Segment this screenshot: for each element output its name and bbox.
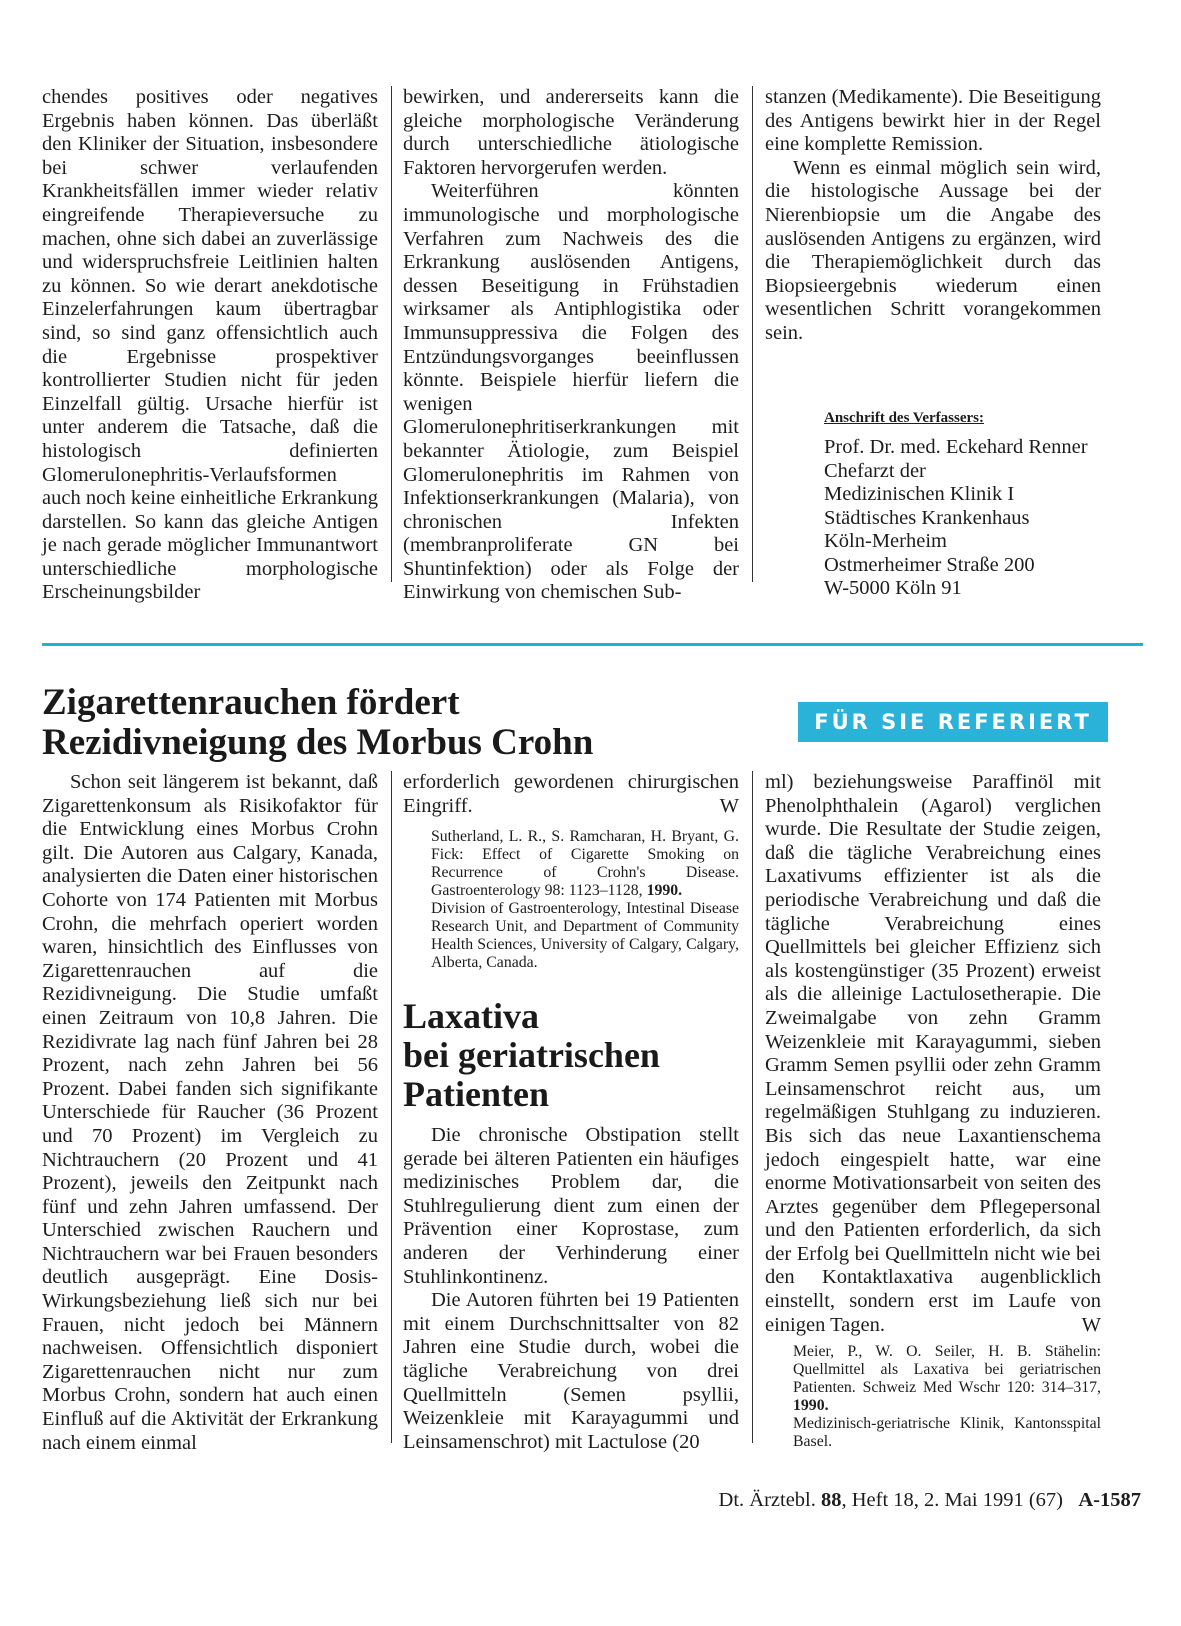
address-line: Köln-Merheim (824, 530, 947, 552)
page-footer (719, 1489, 1141, 1512)
article-1-title-line-1: Zigarettenrauchen fördert (42, 682, 460, 723)
top-column-1 (42, 86, 378, 604)
address-line: Prof. Dr. med. Eckehard Renner (824, 436, 1088, 458)
article-2-paragraph-2: Die Autoren führten bei 19 Patienten mit einem Durchschnittsalter von 82 Jahren eine Studie durch, wobei die tägliche Verabreichung von drei Quellmitteln (Semen psyllii, Weizenkleie mit Karayagummi und Leinsamenschrot) mit Lactulose (20 (403, 1289, 739, 1453)
top-col2-paragraph-1: bewirken, und andererseits kann die gleiche morphologische Veränderung durch unterschiedliche ätiologische Faktoren hervorgerufen werden. (403, 86, 739, 179)
article-2-column-2 (765, 771, 1101, 1451)
article-2-paragraph-3 (765, 771, 1101, 1337)
article-1-ref-affiliation: Division of Gastroenterology, Intestinal Disease Research Unit, and Department of Community Health Sciences, University of Calgary, Calgary, Alberta, Canada. (431, 900, 739, 972)
article-1-reference (403, 828, 739, 972)
article-2-paragraph-1: Die chronische Obstipation stellt gerade bei älteren Patienten ein häufiges medizinisches Problem dar, die Stuhlregulierung dient zum einen der Prävention einer Koprostase, zum anderen der Verhinderung einer Stuhlinkontinenz. (403, 1124, 739, 1288)
article-1-signature: W (719, 794, 739, 817)
article-1-ref-year: 1990. (646, 882, 683, 900)
top-col3-paragraph-2: Wenn es einmal möglich sein wird, die histologische Aussage bei der Nierenbiopsie um die Angabe des auslösenden Antigens zu ergänzen, wird die Therapiemöglichkeit durch das Biopsieergebnis wiederum einen wesentlichen Schritt vorangekommen sein. (765, 156, 1101, 344)
article-2-ref-affiliation: Medizinisch-geriatrische Klinik, Kantonsspital Basel. (793, 1415, 1101, 1451)
column-divider (391, 771, 392, 1443)
address-line: Chefarzt der (824, 459, 926, 482)
column-divider (752, 771, 753, 1443)
article-2-title-line-3: Patienten (403, 1074, 549, 1114)
footer-journal: Dt. Ärztebl. (718, 1489, 816, 1511)
address-label: Anschrift des Verfassers: (824, 410, 984, 426)
top-col1-text: chendes positives oder negatives Ergebnis haben können. Das überläßt den Kliniker der Situation, insbesondere bei schwer verlaufenden Krankheitsfällen immer wieder relativ eingreifende Therapieversuche zu machen, ohne sich dabei an zuverlässige und widerspruchsfreie Leitlinien halten zu können. So wie derart anekdotische Einzelerfahrungen kaum übertragbar sind, so sind ganz offensichtlich auch die Ergebnisse prospektiver kontrollierter Studien nicht für jeden Einzelfall gültig. Ursache hierfür ist unter anderem die Tatsache, daß die histologisch definierten Glomerulonephritis-Verlaufsformen auch noch keine einheitliche Erkrankung darstellen. So kann das gleiche Antigen je nach gerade möglicher Immunantwort unterschiedliche morphologische Erscheinungsbilder (42, 86, 378, 604)
article-2-title-line-2: bei geriatrischen (403, 1035, 660, 1075)
article-1-body: Schon seit längerem ist bekannt, daß Zigarettenkonsum als Risikofaktor für die Entwicklung eines Morbus Crohn gilt. Die Autoren aus Calgary, Kanada, analysierten die Daten einer historischen Cohorte von 174 Patienten mit Morbus Crohn, die mehrfach operiert worden waren, hinsichtlich des Einflusses von Zigarettenrauchen auf die Rezidivneigung. Die Studie umfaßt einen Zeitraum von 10,8 Jahren. Die Rezidivrate lag nach fünf Jahren bei 28 Prozent, nach zehn Jahren bei 56 Prozent. Dabei fanden sich signifikante Unterschiede für Raucher (36 Prozent und 70 Prozent) im Vergleich zu Nichtrauchern (20 Prozent und 41 Prozent), jeweils den Zeitpunkt nach fünf und zehn Jahren umfassend. Der Unterschied zwischen Rauchern und Nichtrauchern war bei Frauen besonders deutlich ausgeprägt. Eine Dosis-Wirkungsbeziehung ließ sich nur bei Frauen, nicht jedoch bei Männern nachweisen. Offensichtlich disponiert Zigarettenrauchen nicht nur zum Morbus Crohn, sondern hat auch einen Einfluß auf die Aktivität der Erkrankung nach einem einmal (42, 771, 378, 1454)
top-col2-paragraph-2: Weiterführen könnten immunologische und morphologische Verfahren zum Nachweis des die Erkrankung auslösenden Antigens, dessen Beseitigung in Frühstadien wirksamer als Antiphlogistika oder Immunsuppressiva die Folgen des Entzündungsvorganges beeinflussen könnte. Beispiele hierfür liefern die wenigen Glomerulonephritiserkrankungen mit bekannter Ätiologie, zum Beispiel Glomerulonephritis im Rahmen von Infektionserkrankungen (Malaria), von chronischen Infekten (membranproliferate GN bei Shuntinfektion) oder als Folge der Einwirkung von chemischen Sub- (403, 180, 739, 604)
footer-issue: , Heft 18, 2. Mai 1991 (67) (841, 1489, 1063, 1511)
footer-page: A-1587 (1078, 1489, 1141, 1511)
column-divider (391, 86, 392, 582)
article-1-title (42, 683, 742, 763)
article-2-paragraph-3-text: ml) beziehungsweise Paraffinöl mit Phenolphthalein (Agarol) verglichen wurde. Die Resultate der Studie zeigen, daß die tägliche Verabreichung eines Laxativums effizienter ist als die periodische Verabreichung und daß die tägliche Verabreichung eines Quellmittels bei gleicher Effizienz sich als kostengünstiger (35 Prozent) erweist als die alleinige Lactulosetherapie. Die Zweimalgabe von zehn Gramm Weizenkleie mit Karayagummi, sieben Gramm Semen psyllii oder zehn Gramm Leinsamenschrot reicht aus, um regelmäßigen Stuhlgang zu induzieren. Bis sich das neue Laxantienschema jedoch eingespielt hatte, war eine enorme Motivationsarbeit von seiten des Arztes gegenüber dem Pflegepersonal und den Patienten erforderlich, da sich der Erfolg bei Quellmitteln nicht wie bei den Kontaktlaxativa augenblicklich einstellt, sondern erst im Laufe von einigen Tagen. (765, 771, 1101, 1336)
address-line: Medizinischen Klinik I (824, 483, 1015, 505)
article-1-column-2 (403, 771, 739, 972)
article-2-ref-authors: Meier, P., W. O. Seiler, H. B. Stähelin: Quellmittel als Laxativa bei geriatrischen Patienten. Schweiz Med Wschr 120: 314–317, (793, 1343, 1101, 1397)
article-1-body-end (403, 771, 739, 818)
footer-volume: 88 (821, 1489, 842, 1511)
address-line: W-5000 Köln 91 (824, 577, 962, 599)
column-divider (752, 86, 753, 582)
top-col3-paragraph-1: stanzen (Medikamente). Die Beseitigung des Antigens bewirkt hier in der Regel eine komplette Remission. (765, 86, 1101, 156)
top-column-2 (403, 86, 739, 604)
article-2-title (403, 997, 739, 1114)
article-2-ref-year: 1990. (793, 1397, 829, 1415)
top-column-3 (765, 86, 1101, 344)
section-divider (42, 643, 1143, 646)
article-1-ref-authors: Sutherland, L. R., S. Ramcharan, H. Bryant, G. Fick: Effect of Cigarette Smoking on Recurrence of Crohn's Disease. Gastroenterology 98: 1123–1128, (431, 828, 739, 900)
address-line: Ostmerheimer Straße 200 (824, 553, 1035, 576)
article-1-body-end-text: erforderlich gewordenen chirurgischen Eingriff. (403, 771, 739, 817)
section-badge: FÜR SIE REFERIERT (798, 702, 1108, 742)
article-2-signature: W (1081, 1313, 1101, 1336)
article-1-column-1 (42, 771, 378, 1457)
article-1-title-line-2: Rezidivneigung des Morbus Crohn (42, 722, 594, 763)
article-2-title-line-1: Laxativa (403, 996, 540, 1036)
author-address (824, 436, 1088, 601)
article-2-reference (765, 1343, 1101, 1451)
article-2-column-1 (403, 1124, 739, 1457)
address-line: Städtisches Krankenhaus (824, 506, 1030, 529)
